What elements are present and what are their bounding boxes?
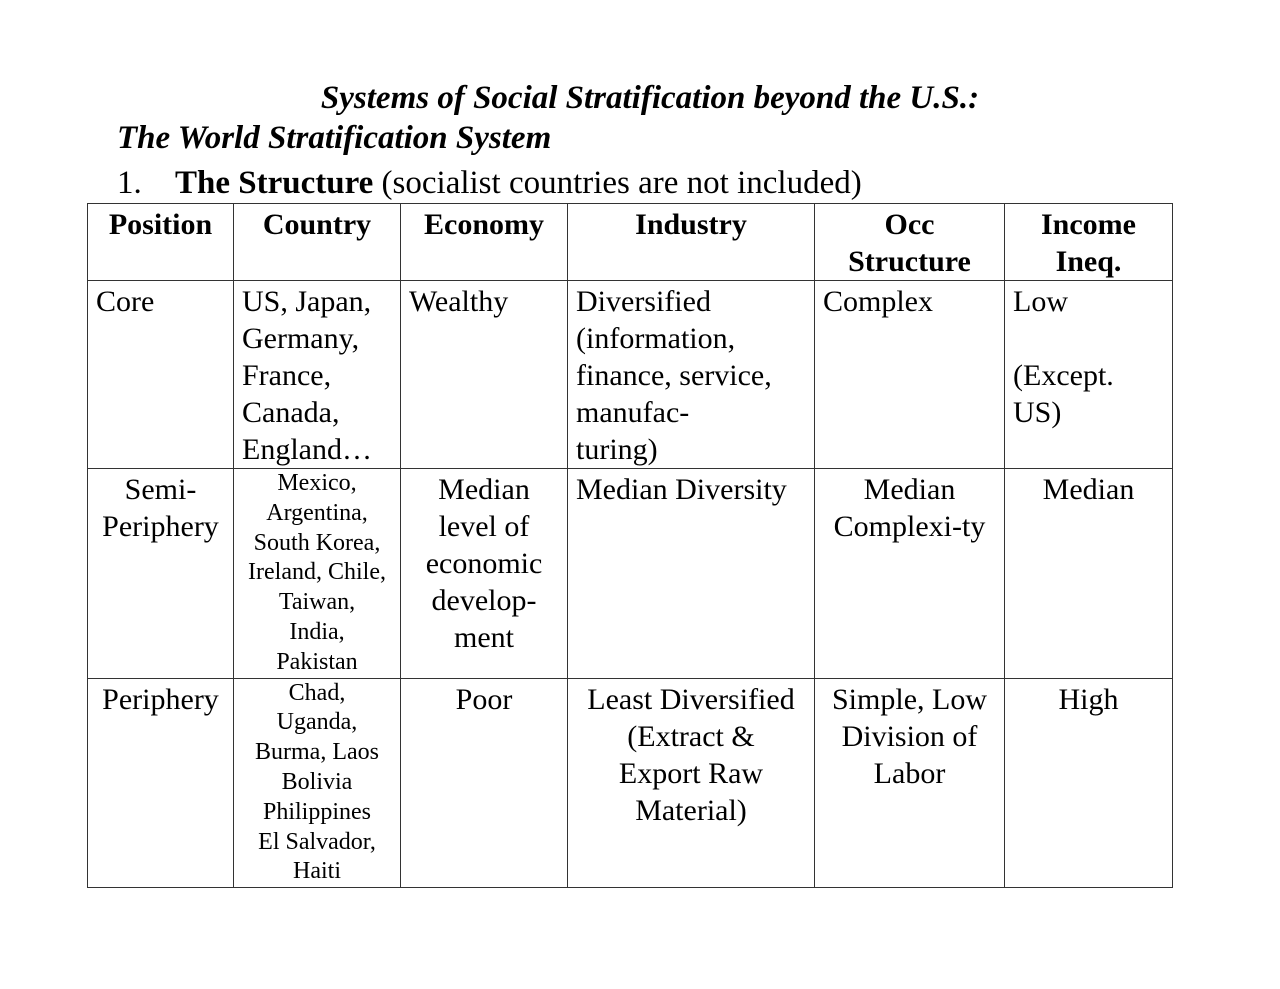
cell-occ-structure: Median Complexi-ty xyxy=(815,469,1005,679)
table-row-semi-periphery xyxy=(88,469,1173,679)
cell-economy: Wealthy xyxy=(401,281,568,469)
header-country: Country xyxy=(234,204,401,281)
header-economy: Economy xyxy=(401,204,568,281)
header-occ-structure: Occ Structure xyxy=(815,204,1005,281)
header-industry: Industry xyxy=(568,204,815,281)
cell-country: US, Japan, Germany, France, Canada, England… xyxy=(234,281,401,469)
section-number: 1. xyxy=(117,165,142,201)
cell-occ-structure: Simple, Low Division of Labor xyxy=(815,678,1005,888)
header-income-ineq: Income Ineq. xyxy=(1005,204,1173,281)
document-subtitle: The World Stratification System xyxy=(117,120,552,156)
cell-income-ineq: Low (Except. US) xyxy=(1005,281,1173,469)
cell-industry: Diversified (information, finance, service, manufac- turing) xyxy=(568,281,815,469)
cell-country: Chad, Uganda, Burma, Laos Bolivia Philippines El Salvador, Haiti xyxy=(234,678,401,888)
stratification-table xyxy=(87,203,1173,888)
table-row-periphery xyxy=(88,678,1173,888)
section-heading-note: (socialist countries are not included) xyxy=(373,165,862,201)
cell-economy: Poor xyxy=(401,678,568,888)
table-row-core xyxy=(88,281,1173,469)
cell-income-ineq: High xyxy=(1005,678,1173,888)
cell-occ-structure: Complex xyxy=(815,281,1005,469)
header-position: Position xyxy=(88,204,234,281)
section-heading-bold: The Structure xyxy=(175,165,374,201)
cell-industry: Least Diversified (Extract & Export Raw Material) xyxy=(568,678,815,888)
cell-economy: Median level of economic develop- ment xyxy=(401,469,568,679)
cell-income-ineq: Median xyxy=(1005,469,1173,679)
table-header-row xyxy=(88,204,1173,281)
cell-position: Periphery xyxy=(88,678,234,888)
cell-industry: Median Diversity xyxy=(568,469,815,679)
cell-position: Core xyxy=(88,281,234,469)
document-title: Systems of Social Stratification beyond the U.S.: xyxy=(320,80,980,116)
cell-position: Semi- Periphery xyxy=(88,469,234,679)
cell-country: Mexico, Argentina, South Korea, Ireland, Chile, Taiwan, India, Pakistan xyxy=(234,469,401,679)
section-heading xyxy=(117,163,862,203)
